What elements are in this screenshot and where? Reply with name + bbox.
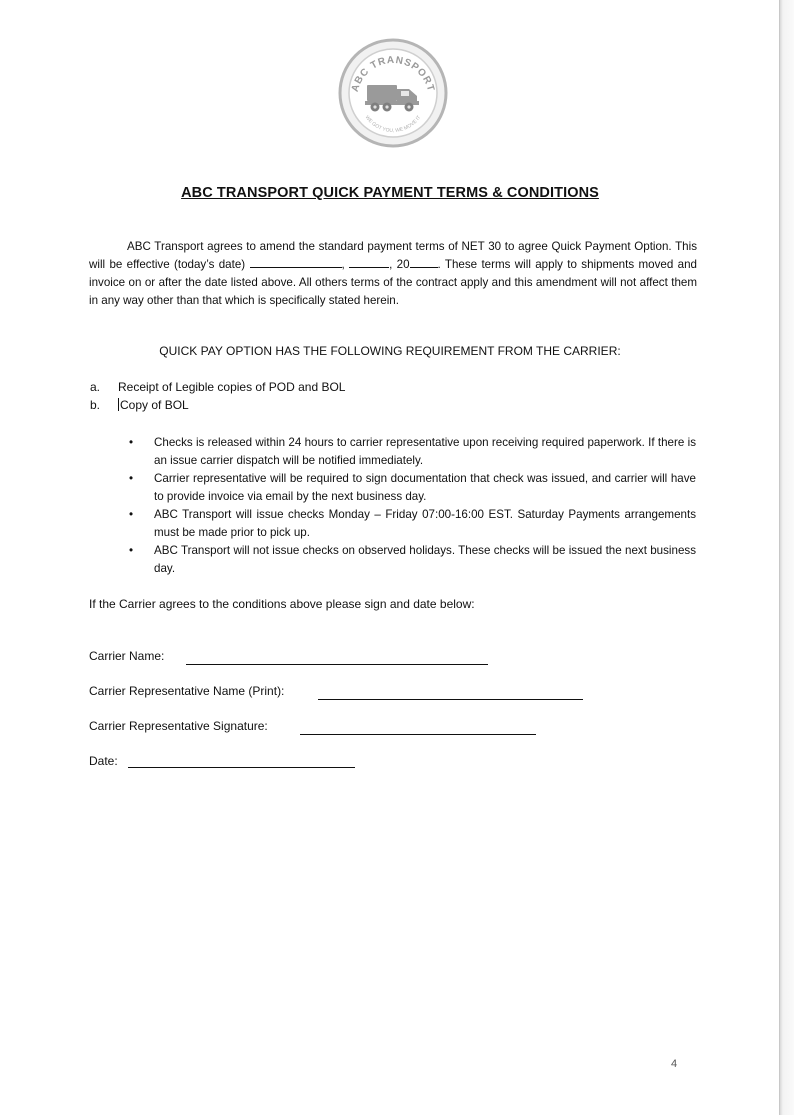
date-blank-day[interactable] xyxy=(349,256,389,268)
date-field[interactable] xyxy=(128,767,355,768)
bullet-icon: • xyxy=(129,544,134,557)
bullet-icon: • xyxy=(129,508,134,521)
list-item: • Carrier representative will be required to sign documentation that check was issued, and carrier will have to provide invoice via email by the next business day. xyxy=(128,470,696,506)
rep-name-label: Carrier Representative Name (Print): xyxy=(89,684,285,698)
conditions-list xyxy=(128,434,696,578)
requirements-list xyxy=(90,378,345,414)
text-cursor xyxy=(118,398,119,411)
document-title: ABC TRANSPORT QUICK PAYMENT TERMS & CONDITIONS xyxy=(181,185,599,201)
list-item: • Checks is released within 24 hours to carrier representative upon receiving required paperwork. If there is an issue carrier dispatch will be notified immediately. xyxy=(128,434,696,470)
date-blank-month-day[interactable] xyxy=(250,256,342,268)
date-label: Date: xyxy=(89,754,118,768)
list-item: • ABC Transport will not issue checks on observed holidays. These checks will be issued the next business day. xyxy=(128,542,696,578)
date-blank-year[interactable] xyxy=(410,256,438,268)
intro-text-2: . These terms will apply to shipments moved and invoice on or after the date listed above. All others terms of the contract apply and this amendment will not affect them in any way other than that which is specifically stated herein. xyxy=(89,258,697,307)
rep-signature-field[interactable] xyxy=(300,734,536,735)
truck-seal-icon xyxy=(337,37,449,149)
agreement-text: If the Carrier agrees to the conditions above please sign and date below: xyxy=(89,597,475,611)
carrier-name-label: Carrier Name: xyxy=(89,649,165,663)
list-item: a. Receipt of Legible copies of POD and BOL xyxy=(90,380,346,394)
page-number: 4 xyxy=(671,1058,678,1070)
page-edge xyxy=(779,0,794,1115)
bullet-icon: • xyxy=(129,472,134,485)
company-logo xyxy=(337,37,449,149)
list-item: b. Copy of BOL xyxy=(90,398,189,412)
svg-text:WE GOT YOU, WE MOVE IT: WE GOT YOU, WE MOVE IT xyxy=(363,114,423,134)
bullet-icon: • xyxy=(129,436,134,449)
intro-text-1: ABC Transport agrees to amend the standard payment terms of NET 30 to agree Quick Payment Option. This will be effective (today’s date) xyxy=(89,240,697,271)
requirements-heading: QUICK PAY OPTION HAS THE FOLLOWING REQUIREMENT FROM THE CARRIER: xyxy=(159,344,621,358)
list-item: • ABC Transport will issue checks Monday – Friday 07:00-16:00 EST. Saturday Payments arrangements must be made prior to pick up. xyxy=(128,506,696,542)
svg-text:ABC TRANSPORT: ABC TRANSPORT xyxy=(349,54,437,94)
rep-name-field[interactable] xyxy=(318,699,583,700)
intro-paragraph: ABC Transport agrees to amend the standard payment terms of NET 30 to agree Quick Payment Option. This will be effective (today’s date) , , 20 . These terms will apply to shipments moved and invoice on or after the date listed above. All others terms of the contract apply and this amendment will not affect them in any way other than that which is specifically stated herein. xyxy=(89,240,697,307)
carrier-name-field[interactable] xyxy=(186,664,488,665)
rep-signature-label: Carrier Representative Signature: xyxy=(89,719,268,733)
